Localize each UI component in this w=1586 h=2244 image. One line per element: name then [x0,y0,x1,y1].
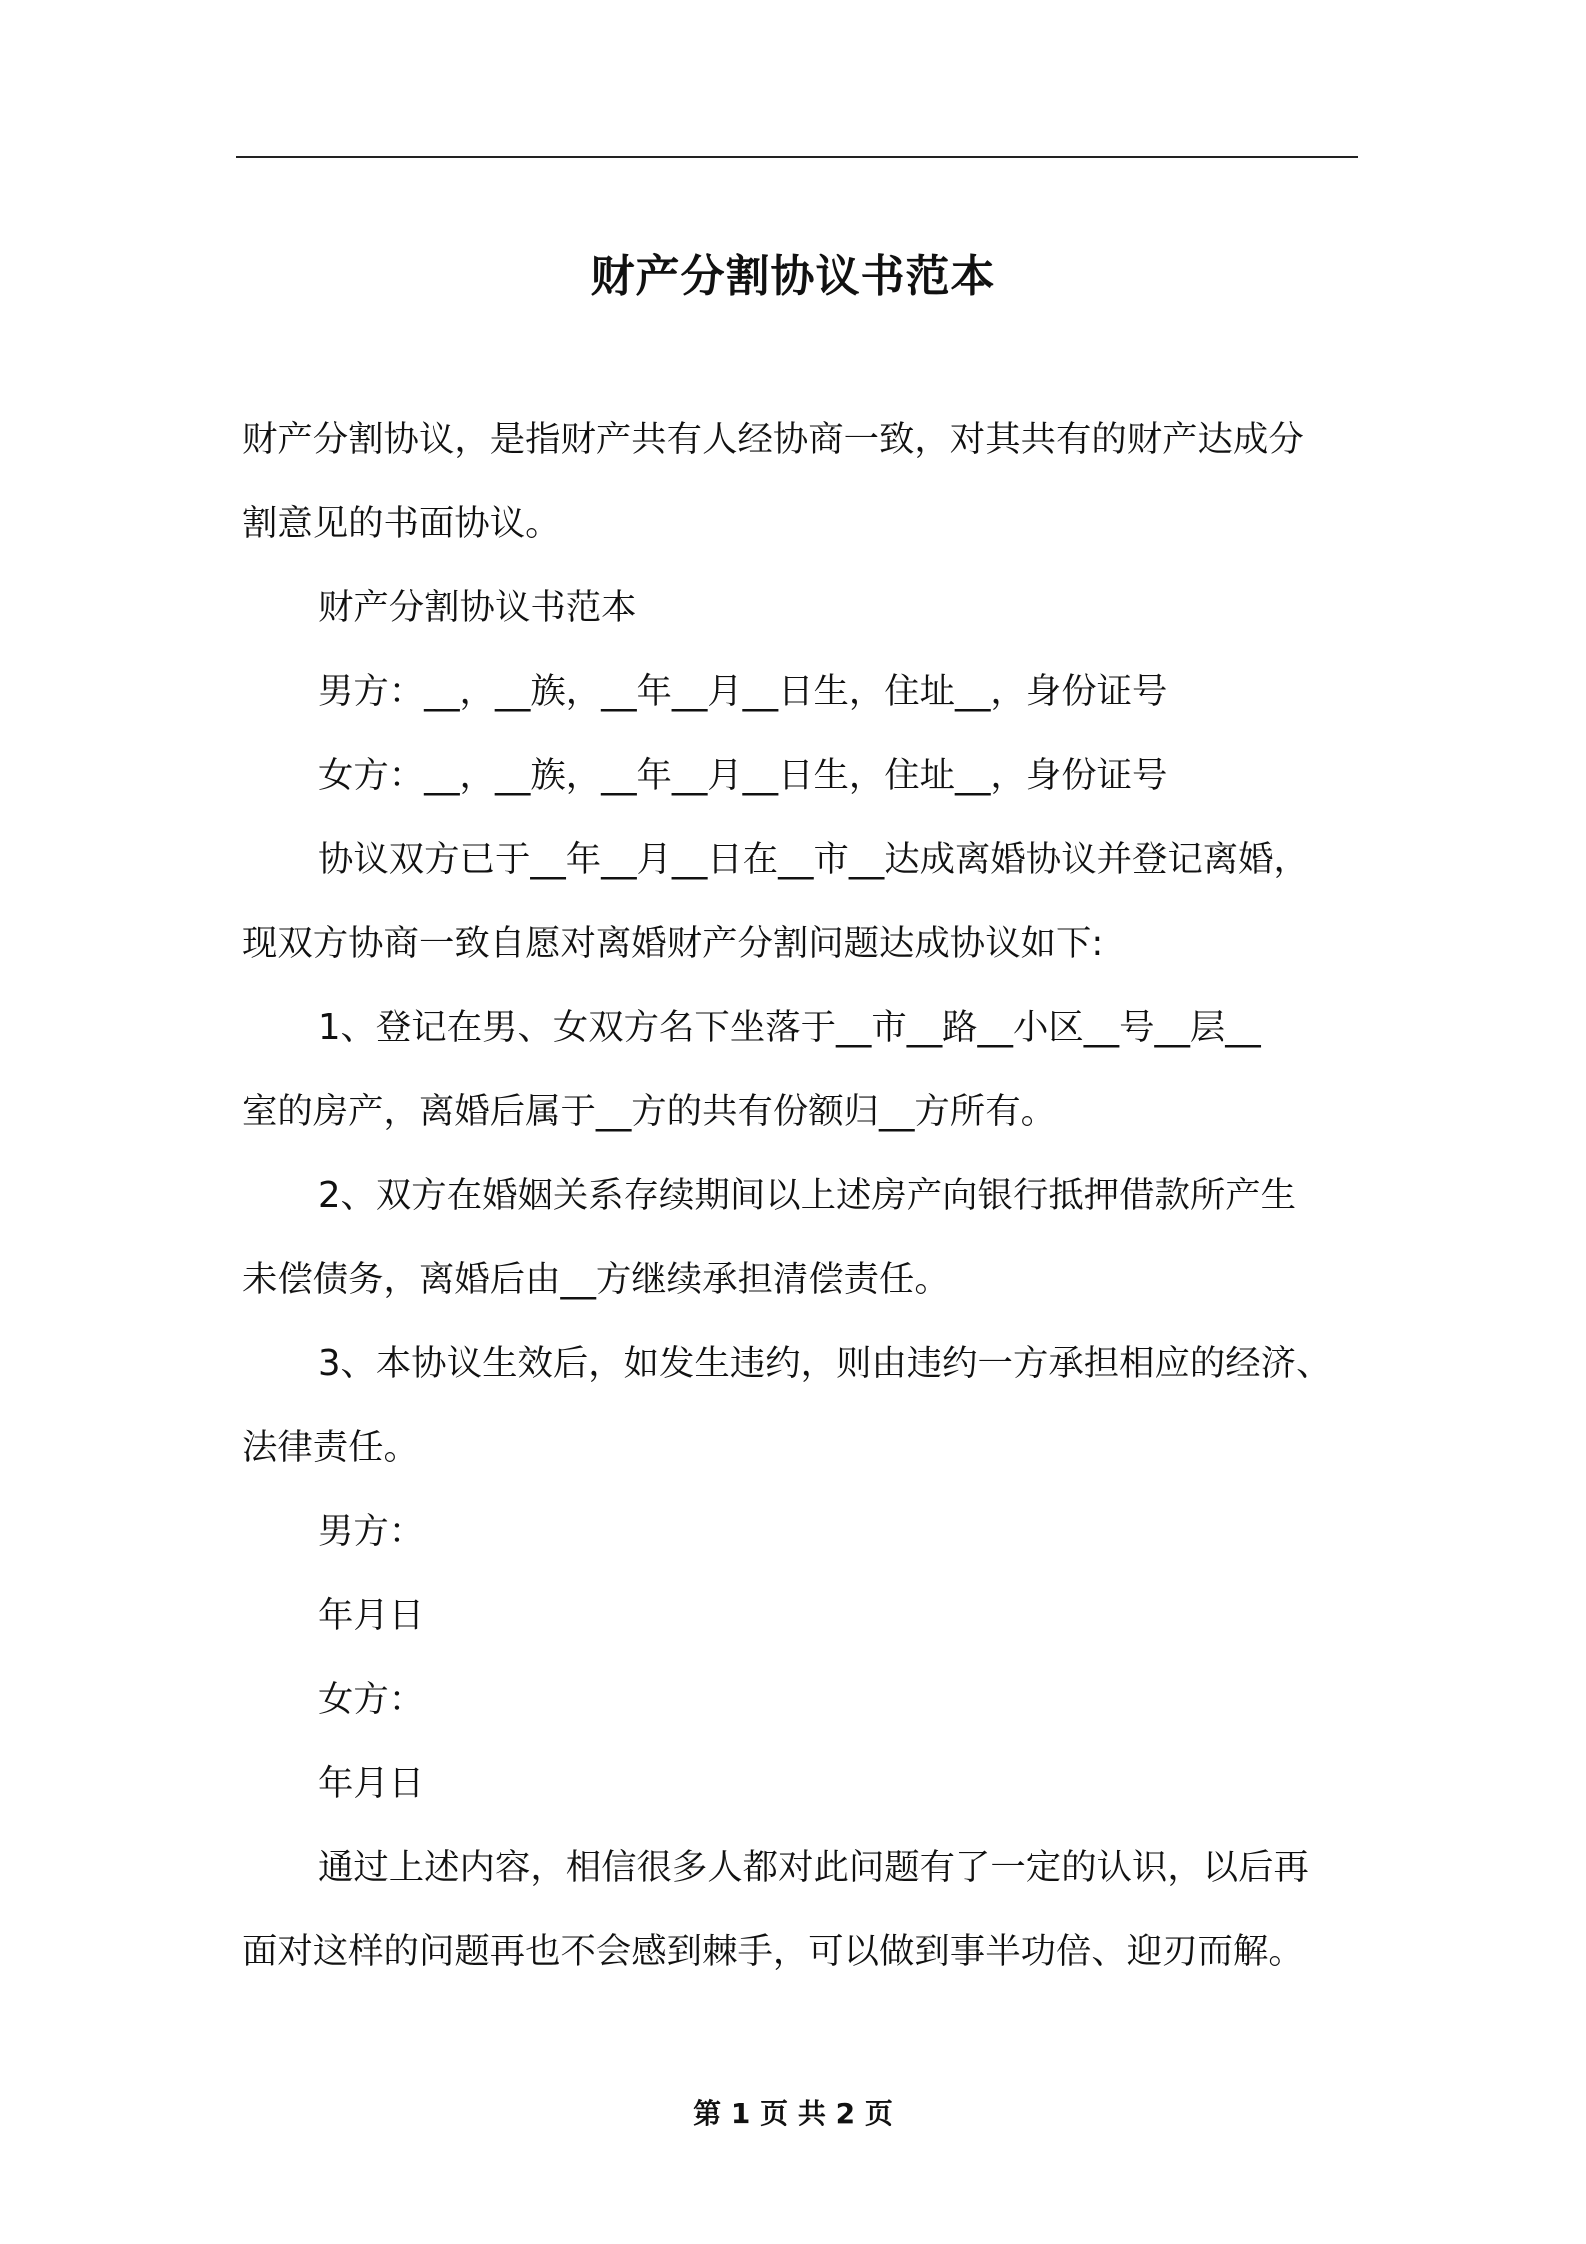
agreement-intro-line-1: 协议双方已于__年__月__日在__市__达成离婚协议并登记离婚， [318,839,1309,880]
intro-line-1: 财产分割协议，是指财产共有人经协商一致，对其共有的财产达成分 [242,419,1304,460]
closing-line-1: 通过上述内容，相信很多人都对此问题有了一定的认识，以后再 [318,1847,1309,1888]
clause-2-line-1: 2、双方在婚姻关系存续期间以上述房产向银行抵押借款所产生 [318,1175,1297,1216]
female-signature-label: 女方： [318,1679,425,1720]
clause-1-line-2: 室的房产，离婚后属于__方的共有份额归__方所有。 [242,1091,1056,1132]
intro-line-2: 割意见的书面协议。 [242,503,561,544]
clause-3-line-1: 3、本协议生效后，如发生违约，则由违约一方承担相应的经济、 [318,1343,1332,1384]
agreement-intro-line-2: 现双方协商一致自愿对离婚财产分割问题达成协议如下: [242,923,1104,964]
page-number-footer: 第 1 页 共 2 页 [693,2097,893,2130]
clause-2-line-2: 未偿债务，离婚后由__方继续承担清偿责任。 [242,1259,950,1300]
male-signature-date: 年月日 [318,1595,425,1636]
document-body [242,398,1362,1994]
female-signature-date: 年月日 [318,1763,425,1804]
clause-3-line-2: 法律责任。 [242,1427,419,1468]
section-heading: 财产分割协议书范本 [318,587,637,628]
male-signature-label: 男方： [318,1511,425,1552]
header-rule [236,156,1358,158]
closing-line-2: 面对这样的问题再也不会感到棘手，可以做到事半功倍、迎刃而解。 [242,1931,1304,1972]
document-title: 财产分割协议书范本 [590,251,996,303]
male-party-line: 男方：__，__族，__年__月__日生，住址__，身份证号 [318,671,1168,712]
clause-1-line-1: 1、登记在男、女双方名下坐落于__市__路__小区__号__层__ [318,1007,1261,1048]
female-party-line: 女方：__，__族，__年__月__日生，住址__，身份证号 [318,755,1168,796]
